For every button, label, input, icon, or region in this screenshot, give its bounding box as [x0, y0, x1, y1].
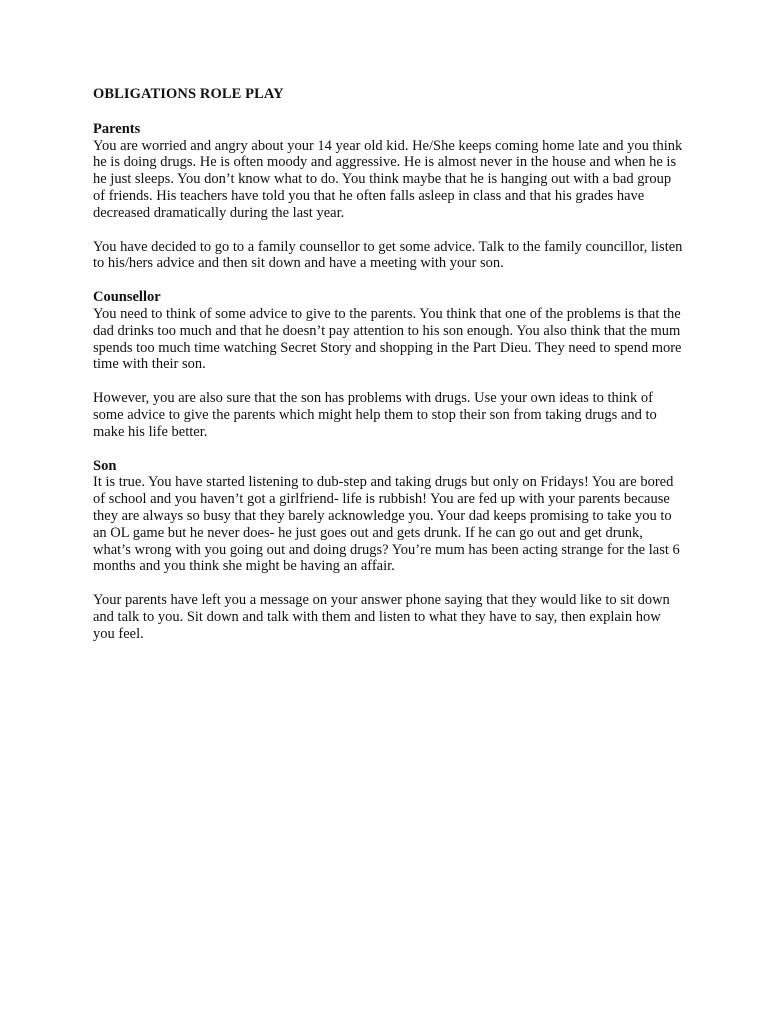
document-page [93, 86, 683, 660]
section-son [93, 458, 683, 643]
section-parents [93, 121, 683, 272]
section-counsellor [93, 289, 683, 440]
paragraph: You have decided to go to a family counsellor to get some advice. Talk to the family councillor, listen to his/hers advice and then sit down and have a meeting with your son. [93, 238, 683, 272]
section-heading-son: Son [93, 457, 117, 474]
paragraph: It is true. You have started listening to dub-step and taking drugs but only on Fridays! You are bored of school and you haven’t got a girlfriend- life is rubbish! You are fed up with your parents because they are always so busy that they barely acknowledge you. Your dad keeps promising to take you to an OL game but he never does- he just goes out and gets drunk. If he can go out and get drunk, what’s wrong with you going out and doing drugs? You’re mum has been acting strange for the last 6 months and you think she might be having an affair. [93, 474, 680, 575]
section-heading-parents: Parents [93, 120, 141, 137]
paragraph: However, you are also sure that the son has problems with drugs. Use your own ideas to think of some advice to give the parents which might help them to stop their son from taking drugs and to make his life better. [93, 390, 657, 440]
paragraph: You need to think of some advice to give to the parents. You think that one of the problems is that the dad drinks too much and that he doesn’t pay attention to his son enough. You also think that the mum spends too much time watching Secret Story and shopping in the Part Dieu. They need to spend more time with their son. [93, 305, 682, 373]
paragraph: You are worried and angry about your 14 year old kid. He/She keeps coming home late and you think he is doing drugs. He is often moody and aggressive. He is almost never in the house and when he is he just sleeps. You don’t know what to do. You think maybe that he is hanging out with a bad group of friends. His teachers have told you that he often falls asleep in class and that his grades have decreased dramatically during the last year. [93, 137, 683, 221]
section-heading-counsellor: Counsellor [93, 289, 161, 306]
paragraph: Your parents have left you a message on your answer phone saying that they would like to sit down and talk to you. Sit down and talk with them and listen to what they have to say, then explain how you feel. [93, 592, 670, 642]
document-title: OBLIGATIONS ROLE PLAY [93, 86, 284, 102]
